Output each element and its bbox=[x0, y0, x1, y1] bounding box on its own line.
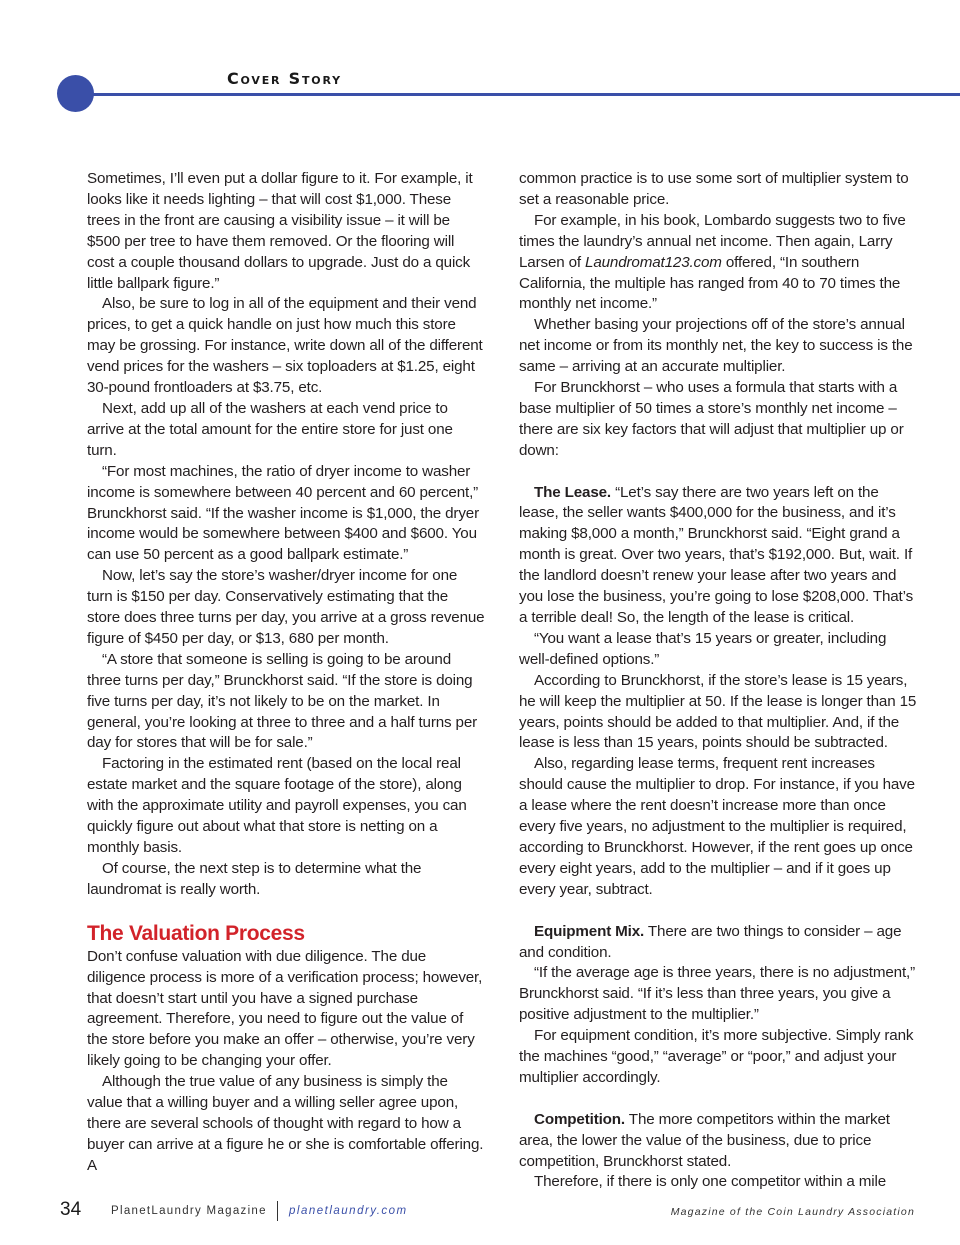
paragraph: “If the average age is three years, there is no adjustment,” Brunckhorst said. “If it’s less than three years, you give a positive adjustment to the multiplier.” bbox=[519, 964, 916, 1024]
paragraph: Sometimes, I’ll even put a dollar figure to it. For example, it looks like it needs lighting – that will cost $1,000. These trees in the front are causing a visibility issue – it will be $500 per tree to have them removed. Or the flooring will cost a couple thousand dollars to upgrade. Just do a quick little ballpark figure.” bbox=[87, 170, 473, 292]
paragraph: Factoring in the estimated rent (based on the local real estate market and the square footage of the store), along with the approximate utility and payroll expenses, you can quickly figure out about what that store is netting on a monthly basis. bbox=[87, 755, 467, 856]
section-subhead: The Valuation Process bbox=[87, 921, 305, 945]
paragraph: “You want a lease that’s 15 years or greater, including well-defined options.” bbox=[519, 629, 887, 668]
paragraph-text: “Let’s say there are two years left on the lease, the seller wants $400,000 for the business, and it’s making $8,000 a month,” Brunckhorst said. “Eight grand a month is great. Over two years, that’s $192,000. But, wait. If the landlord doesn’t renew your lease after two years and you lose the business, you’re going to lose $208,000. That’s a terrible deal! So, the length of the lease is critical. bbox=[519, 483, 914, 627]
section-label: Cover Story bbox=[227, 69, 342, 88]
paragraph: Therefore, if there is only one competitor within a mile bbox=[534, 1173, 887, 1191]
paragraph: For equipment condition, it’s more subjective. Simply rank the machines “good,” “average” or “poor,” and adjust your multiplier accordingly. bbox=[519, 1027, 914, 1086]
paragraph: “For most machines, the ratio of dryer income to washer income is somewhere between 40 percent and 60 percent,” Brunckhorst said. “If the washer income is $1,000, the dryer income would be somewhere between $400 and $600. You can use 50 percent as a good ballpark estimate.” bbox=[87, 462, 479, 564]
paragraph-text: There are two things to consider – age and condition. bbox=[519, 922, 902, 961]
paragraph bbox=[519, 922, 917, 964]
paragraph bbox=[519, 211, 917, 316]
header-dot-ornament bbox=[57, 75, 94, 112]
paragraph: Of course, the next step is to determine what the laundromat is really worth. bbox=[87, 859, 422, 898]
paragraph: Also, be sure to log in all of the equipment and their vend prices, to get a quick handle on just how much this store may be grossing. For instance, write down all of the different vend prices for the washers – six toploaders at $1.25, eight 30-pound frontloaders at $3.75, etc. bbox=[87, 295, 483, 397]
paragraph bbox=[519, 1110, 917, 1173]
paragraph: common practice is to use some sort of multiplier system to set a reasonable price. bbox=[519, 170, 909, 208]
paragraph-text: The more competitors within the market area, the lower the value of the business, due to price competition, Brunckhorst stated. bbox=[519, 1110, 890, 1170]
paragraph: Next, add up all of the washers at each vend price to arrive at the total amount for the entire store for just one turn. bbox=[87, 399, 453, 459]
header-rule bbox=[90, 93, 960, 96]
factor-heading-equipment: Equipment Mix. bbox=[534, 922, 645, 940]
website-reference: Laundromat123.com bbox=[585, 253, 722, 271]
page-number: 34 bbox=[60, 1199, 82, 1220]
paragraph: “A store that someone is selling is going to be around three turns per day,” Brunckhorst said. “If the store is doing five turns per day, it’s not likely to be on the market. In general, you’re looking at three to three and a half turns per day for stores that will be for sale.” bbox=[87, 650, 478, 752]
paragraph: Now, let’s say the store’s washer/dryer income for one turn is $150 per day. Conservatively estimating that the store does three turns per day, you arrive at a gross revenue figure of $450 per day, or $13, 680 per month. bbox=[87, 567, 485, 647]
paragraph: According to Brunckhorst, if the store’s lease is 15 years, he will keep the multiplier at 50. If the lease is longer than 15 years, points should be added to that multiplier. And, if the lease is less than 15 years, points should be subtracted. bbox=[519, 671, 917, 752]
association-tagline: Magazine of the Coin Laundry Association bbox=[670, 1206, 915, 1218]
paragraph bbox=[519, 483, 917, 629]
paragraph: For Brunckhorst – who uses a formula that starts with a base multiplier of 50 times a store’s monthly net income – there are six key factors that will adjust that multiplier up or down: bbox=[519, 379, 904, 459]
website-link[interactable]: planetlaundry.com bbox=[289, 1205, 408, 1217]
paragraph: Don’t confuse valuation with due diligence. The due diligence process is more of a verification process; however, that doesn’t start until you have a signed purchase agreement. Therefore, you need to figure out the value of the store before you make an offer – otherwise, you’re very likely going to be changing your offer. bbox=[87, 947, 483, 1070]
footer-divider bbox=[277, 1201, 278, 1221]
magazine-name: PlanetLaundry Magazine bbox=[111, 1205, 267, 1217]
factor-heading-lease: The Lease. bbox=[534, 483, 612, 501]
paragraph: Although the true value of any business is simply the value that a willing buyer and a willing seller agree upon, there are several schools of thought with regard to how a buyer can arrive at a figure he or she is comfortable offering. A bbox=[87, 1073, 484, 1174]
paragraph-text: For example, in his book, Lombardo suggests two to five times the laundry’s annual net income. Then again, Larry Larsen of bbox=[519, 211, 906, 271]
paragraph: Whether basing your projections off of the store’s annual net income or from its monthly net, the key to success is the same – arriving at an accurate multiplier. bbox=[519, 316, 913, 376]
paragraph-text: offered, “In southern California, the multiple has ranged from 40 to 70 times the monthly net income.” bbox=[519, 253, 901, 313]
right-column bbox=[519, 169, 917, 1193]
factor-heading-competition: Competition. bbox=[534, 1110, 626, 1128]
left-column bbox=[87, 169, 485, 1177]
paragraph: Also, regarding lease terms, frequent rent increases should cause the multiplier to drop. For instance, if you have a lease where the rent doesn’t increase more than once every five years, no adjustment to the multiplier is required, according to Brunckhorst. However, if the rent goes up once every eight years, add to the multiplier – and if it goes up every year, subtract. bbox=[519, 755, 915, 898]
